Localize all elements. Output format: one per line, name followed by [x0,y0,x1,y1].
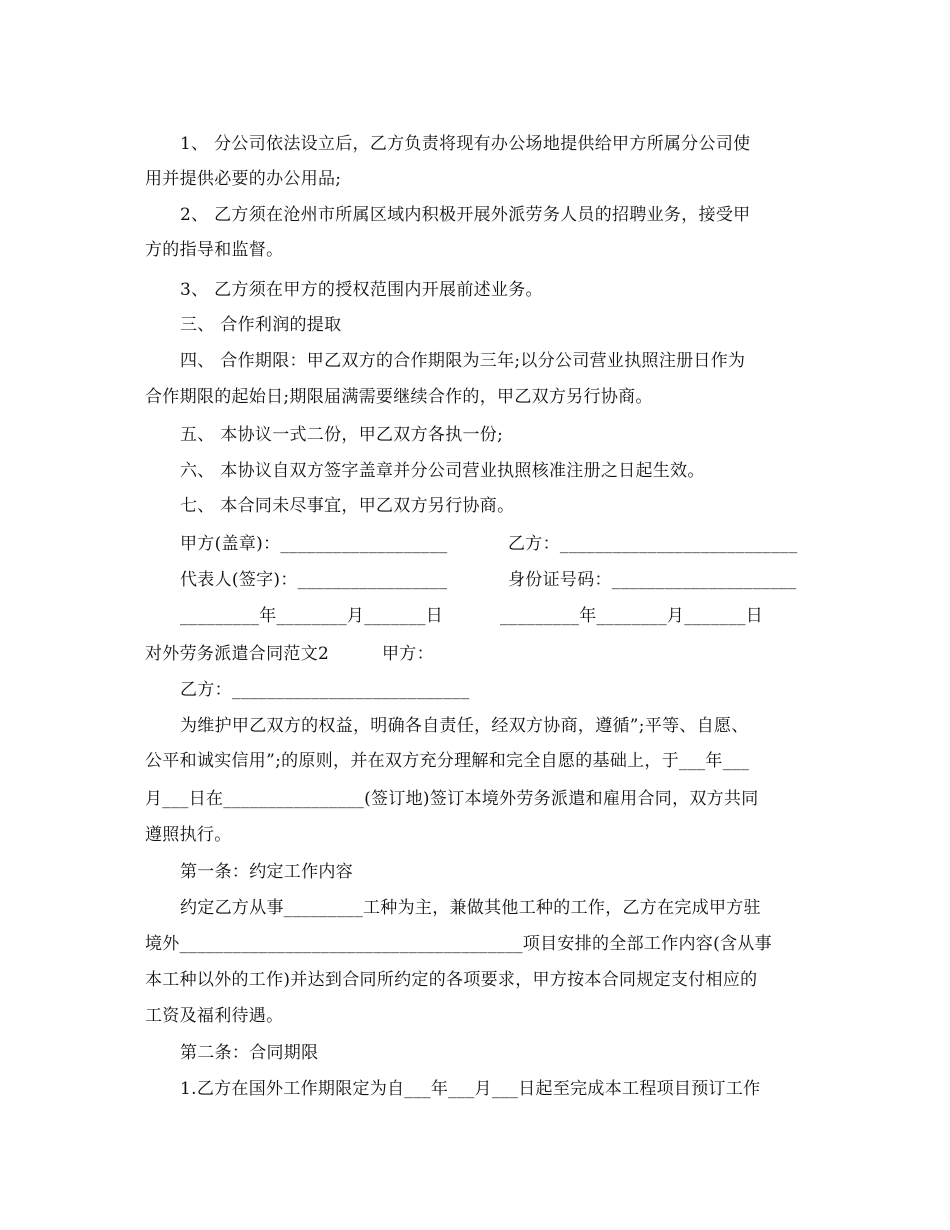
party-b-field: 乙方：___________________________ [508,534,798,554]
date-field-a: _________年________月_______日 [180,606,444,626]
article-1-line-4: 工资及福利待遇。 [145,1006,284,1026]
id-number-field: 身份证号码：_____________________ [508,570,797,590]
section-3-heading: 三、 合作利润的提取 [180,315,342,335]
preamble-line-1: 为维护甲乙双方的权益，明确各自责任，经双方协商，遵循”;平等、自愿、 [180,716,749,736]
representative-sign-field: 代表人(签字)：_________________ [180,570,448,590]
clause-2-line-1: 2、 乙方须在沧州市所属区域内积极开展外派劳务人员的招聘业务，接受甲 [180,205,751,225]
article-1-line-3: 本工种以外的工作)并达到合同所约定的各项要求，甲方按本合同规定支付相应的 [145,970,758,990]
clause-1-line-1: 1、 分公司依法设立后，乙方负责将现有办公场地提供给甲方所属分公司使 [180,134,751,154]
section-7: 七、 本合同未尽事宜，甲乙双方另行协商。 [180,496,515,516]
section-4-line-2: 合作期限的起始日;期限届满需要继续合作的，甲乙双方另行协商。 [145,387,653,407]
clause-2-line-2: 方的指导和监督。 [145,240,284,260]
preamble-line-2: 公平和诚实信用”;的原则，并在双方充分理解和完全自愿的基础上，于___年___ [145,751,750,771]
clause-3: 3、 乙方须在甲方的授权范围内开展前述业务。 [180,280,543,300]
preamble-line-4: 遵照执行。 [145,825,232,845]
party-a-label: 甲方： [382,644,434,664]
party-b-label-2: 乙方：___________________________ [180,680,470,700]
clause-1-line-2: 用并提供必要的办公用品; [145,169,342,189]
party-a-seal-field: 甲方(盖章)：___________________ [180,534,448,554]
date-field-b: _________年________月_______日 [500,606,764,626]
section-5: 五、 本协议一式二份，甲乙双方各执一份; [180,425,504,445]
article-2-line-1: 1.乙方在国外工作期限定为自___年___月___日起至完成本工程项目预订工作 [180,1079,761,1099]
section-6: 六、 本协议自双方签字盖章并分公司营业执照核准注册之日起生效。 [180,461,705,481]
article-2-heading: 第二条：合同期限 [180,1043,319,1063]
article-1-heading: 第一条：约定工作内容 [180,862,353,882]
preamble-line-3: 月___日在________________(签订地)签订本境外劳务派遣和雇用合同，双方共同 [145,789,759,809]
article-1-line-2: 境外_______________________________________项目安排的全部工作内容(含从事 [145,934,772,954]
article-1-line-1: 约定乙方从事_________工种为主，兼做其他工种的工作，乙方在完成甲方驻 [180,898,761,918]
contract-title-2: 对外劳务派遣合同范文2 [145,644,330,664]
section-4-line-1: 四、 合作期限：甲乙双方的合作期限为三年;以分公司营业执照注册日作为 [180,351,746,371]
